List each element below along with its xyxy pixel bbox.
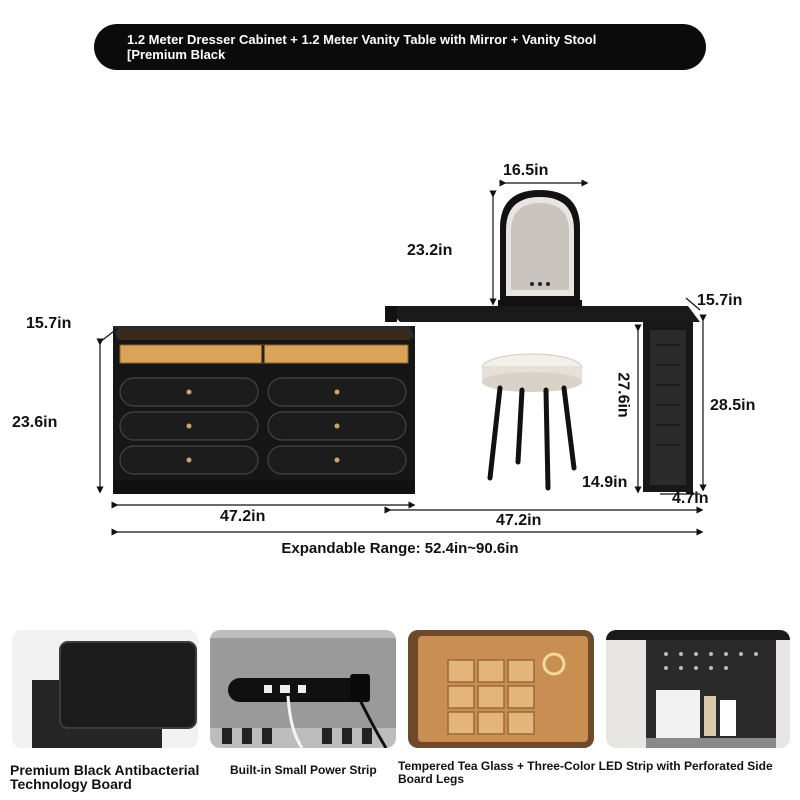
vanity-stool <box>482 354 582 488</box>
perforated-board-icon <box>606 630 790 748</box>
table-height-label: 28.5in <box>710 397 756 414</box>
board-icon <box>12 630 198 748</box>
table-depth-label: 15.7in <box>697 292 743 309</box>
feature-caption-power-strip: Built-in Small Power Strip <box>230 763 377 777</box>
stool-diameter-label: 14.9in <box>582 474 628 491</box>
feature-caption-board: Premium Black Antibacterial Technology Board <box>10 762 200 792</box>
feature-caption-glass-led: Tempered Tea Glass + Three-Color LED Strip with Perforated Side Board Legs <box>398 759 773 786</box>
leg-width-label: 4.7in <box>672 490 709 507</box>
glass-led-icon <box>408 630 594 748</box>
product-title-line-1: 1.2 Meter Dresser Cabinet + 1.2 Meter Vanity Table with Mirror + Vanity Stool <box>127 32 597 47</box>
expandable-range-label: Expandable Range: 52.4in~90.6in <box>281 540 519 557</box>
mirror-width-label: 16.5in <box>503 162 549 179</box>
vanity-mirror <box>498 190 582 306</box>
mirror-height-label: 23.2in <box>407 242 453 259</box>
dresser-width-label: 47.2in <box>220 508 266 525</box>
table-width-label: 47.2in <box>496 512 542 529</box>
dresser-cabinet <box>113 326 415 494</box>
dresser-height-label: 23.6in <box>12 414 58 431</box>
vanity-table <box>385 306 700 492</box>
power-strip-icon <box>210 630 396 748</box>
leg-height-label: 27.6in <box>614 372 632 418</box>
product-title-line-2: [Premium Black <box>127 47 226 62</box>
dresser-depth-label: 15.7in <box>26 315 72 332</box>
